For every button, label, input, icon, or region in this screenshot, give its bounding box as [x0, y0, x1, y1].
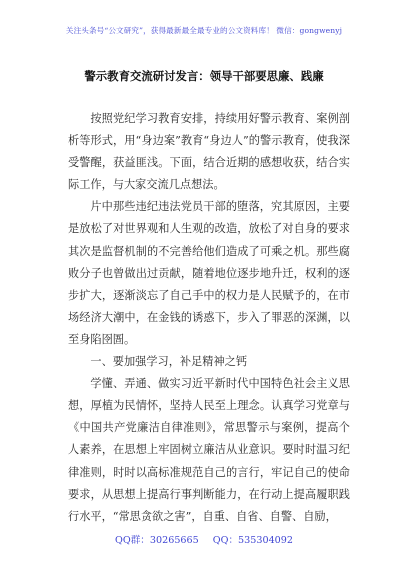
document-body: [68, 108, 350, 528]
section-heading: 一、要加强学习，补足精神之钙: [90, 355, 248, 369]
qq-group-text: QQ群：30265665: [114, 535, 199, 546]
paragraph-study: 学懂、弄通、做实习近平新时代中国特色社会主义思想，厚植为民情怀，坚持人民至上理念。认真学习党章与《中国共产党廉洁自律准则》，常思警示与案例，提高个人素养，在思想上牢固树立廉洁从业意识。要时时温习纪律准则，时时以高标准规范自己的言行，牢记自己的使命要求，从思想上提高行事判断能力，在行动上提高履职践行水平，“常思贪欲之害”，自重、自省、自警、自励，: [68, 377, 350, 523]
header-note: 关注头条号“公文研究”，获得最新最全最专业的公文资料库！ 微信：gongwenyj: [65, 26, 343, 35]
document-title: 警示教育交流研讨发言：领导干部要思廉、践廉: [84, 69, 324, 83]
footer-contact: [0, 532, 408, 546]
paragraph-analysis: 片中那些违纪违法党员干部的堕落，究其原因，主要是放松了对世界观和人生观的改造，放松了对自身的要求其次是监督机制的不完善给他们造成了可乘之机。那些腐败分子也曾做出过贡献，随着地位逐步地升迁，权利的逐步扩大，逐渐淡忘了自己手中的权力是人民赋予的，在市场经济大潮中，在金钱的诱惑下，步入了罪恶的深渊，以至身陷囹圄。: [68, 200, 350, 346]
qq-number-text: QQ：535304092: [212, 535, 293, 546]
paragraph-intro: 按照党纪学习教育安排，持续用好警示教育、案例剖析等形式，用“身边案”教育“身边人”的警示教育，使我深受警醒，获益匪浅。下面，结合近期的感想收获，结合实际工作，与大家交流几点想法。: [68, 112, 350, 192]
